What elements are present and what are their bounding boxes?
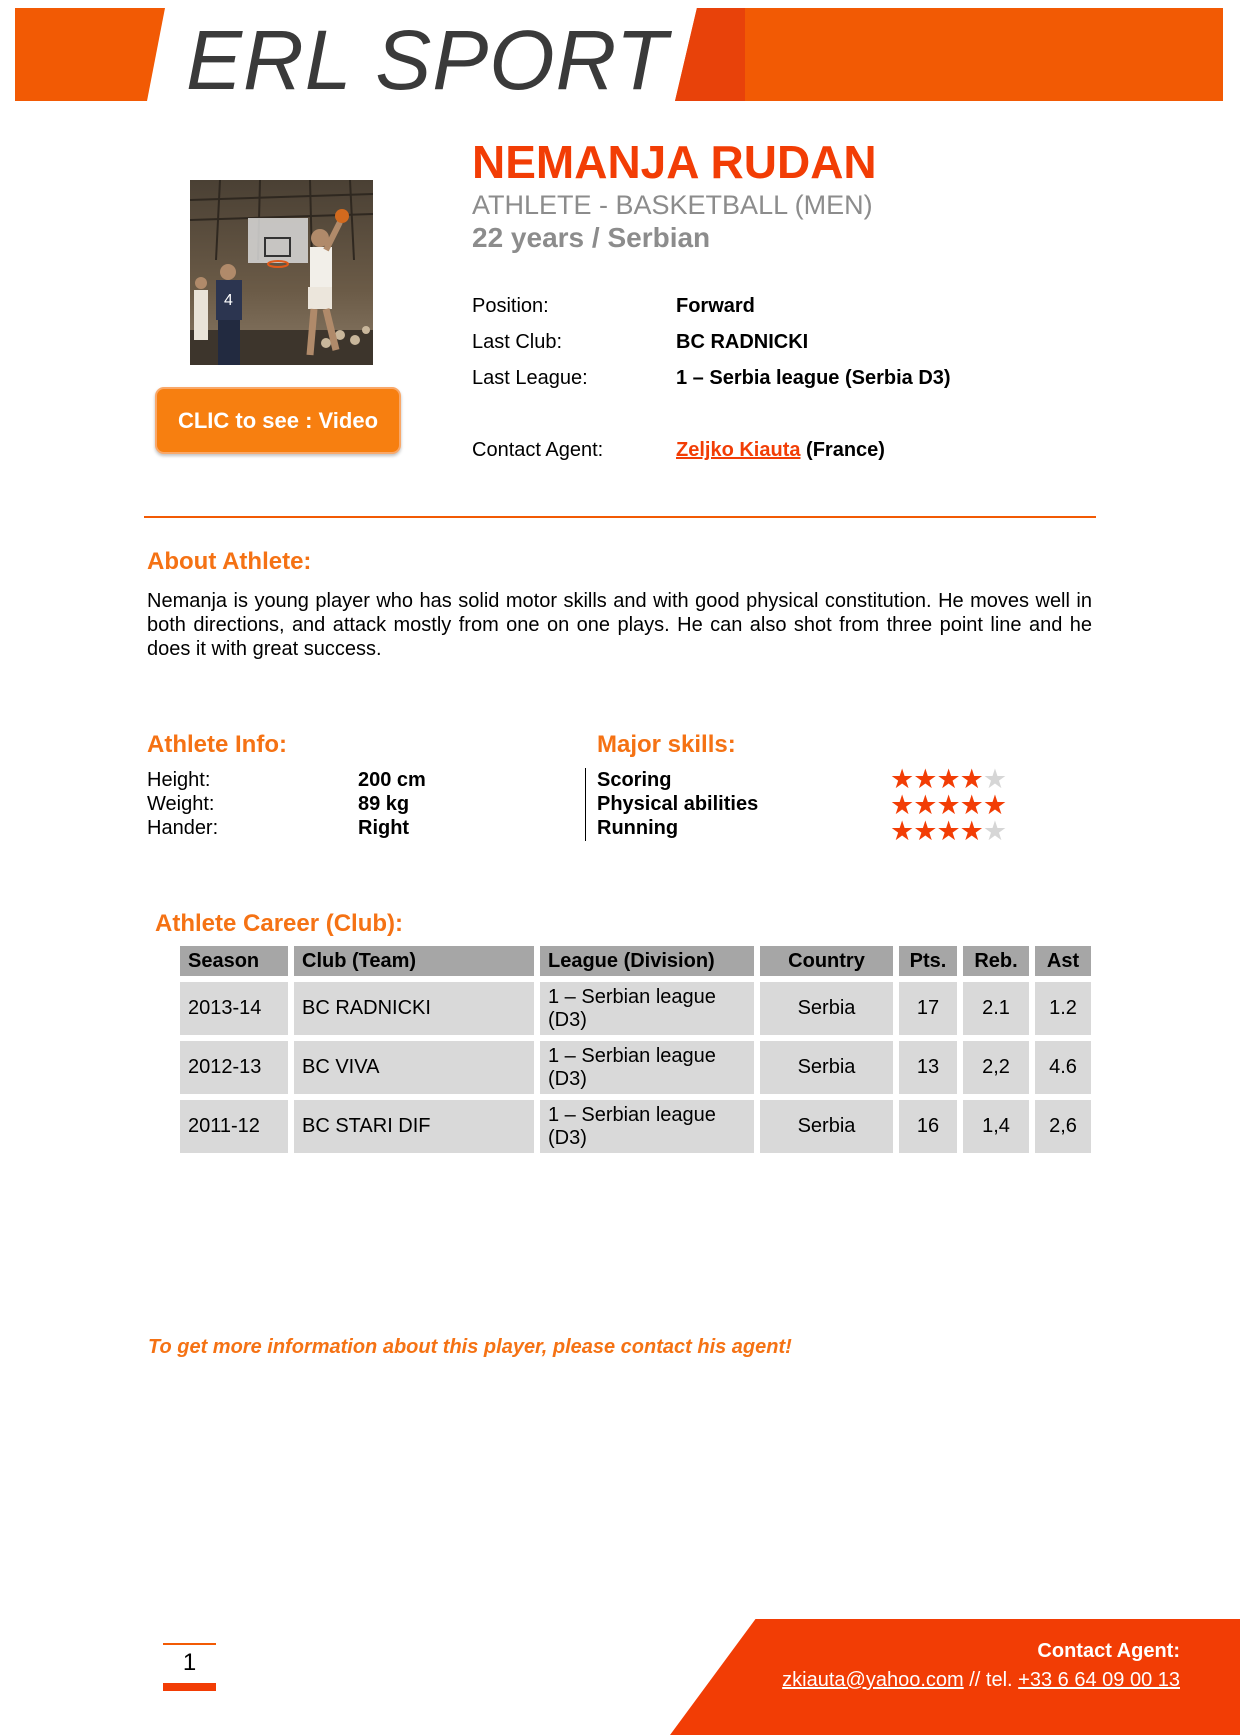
career-table (174, 940, 1097, 1159)
last-league-label: Last League: (472, 367, 588, 389)
table-row (180, 1100, 1091, 1153)
skill-rating-stars (890, 766, 1030, 792)
star-icon: ★ (913, 764, 937, 794)
info-row-height (147, 768, 547, 792)
table-cell: 4.6 (1035, 1041, 1091, 1094)
info-row-hander (147, 816, 547, 840)
last-club-value: BC RADNICKI (676, 331, 809, 353)
star-icon: ★ (936, 764, 960, 794)
table-row (180, 1041, 1091, 1094)
star-icon: ★ (913, 790, 937, 820)
skill-name: Running (597, 817, 679, 839)
skill-name: Physical abilities (597, 793, 759, 815)
athlete-age-nationality: 22 years / Serbian (472, 222, 711, 253)
skill-rating-stars (890, 818, 1030, 844)
info-value: Right (358, 817, 410, 839)
skill-rating-stars (890, 792, 1030, 818)
star-icon: ★ (959, 816, 983, 846)
athlete-sport: ATHLETE - BASKETBALL (MEN) (472, 190, 873, 220)
table-cell: 17 (899, 982, 957, 1035)
column-header: Pts. (899, 946, 957, 976)
skills-list (597, 768, 897, 840)
contact-agent-label: Contact Agent: (472, 439, 604, 461)
star-icon: ★ (936, 790, 960, 820)
skill-ratings (890, 766, 1030, 844)
table-cell: 2.1 (963, 982, 1029, 1035)
table-cell: Serbia (760, 1041, 893, 1094)
table-cell: BC STARI DIF (294, 1100, 534, 1153)
star-icon: ★ (959, 790, 983, 820)
position-label: Position: (472, 295, 549, 317)
agent-country: (France) (806, 439, 885, 461)
star-icon: ★ (959, 764, 983, 794)
athlete-photo (190, 180, 373, 365)
phone-separator: // tel. (969, 1669, 1013, 1691)
major-skills-title: Major skills: (597, 731, 736, 758)
header-banner-left (15, 8, 165, 101)
info-label: Weight: (147, 793, 215, 815)
column-header: Reb. (963, 946, 1029, 976)
table-cell: 1.2 (1035, 982, 1091, 1035)
column-header: Country (760, 946, 893, 976)
info-skills-divider (585, 768, 586, 841)
footer-contact-title: Contact Agent: (1037, 1640, 1180, 1662)
about-title: About Athlete: (147, 548, 312, 575)
table-cell: 2012-13 (180, 1041, 288, 1094)
star-icon: ★ (890, 764, 914, 794)
position-value: Forward (676, 295, 755, 317)
table-cell: BC VIVA (294, 1041, 534, 1094)
column-header: League (Division) (540, 946, 754, 976)
star-icon: ★ (890, 790, 914, 820)
info-row-weight (147, 792, 547, 816)
agent-phone-link[interactable]: +33 6 64 09 00 13 (1018, 1669, 1180, 1691)
star-icon: ★ (936, 816, 960, 846)
table-cell: 2,2 (963, 1041, 1029, 1094)
page-number: 1 (182, 1649, 197, 1676)
table-cell: Serbia (760, 982, 893, 1035)
column-header: Club (Team) (294, 946, 534, 976)
header-banner-right (675, 8, 1223, 101)
table-cell: 16 (899, 1100, 957, 1153)
column-header: Season (180, 946, 288, 976)
contact-agent-value (676, 439, 885, 462)
career-title: Athlete Career (Club): (155, 910, 404, 937)
column-header: Ast (1035, 946, 1091, 976)
svg-text:4: 4 (224, 292, 233, 309)
table-row (180, 982, 1091, 1035)
star-icon: ★ (982, 790, 1007, 820)
footer-contact-line (740, 1669, 1180, 1692)
star-icon: ★ (982, 816, 1007, 846)
table-cell: 1 – Serbian league (D3) (540, 1100, 754, 1153)
contact-call-to-action: To get more information about this player, please contact his agent! (148, 1336, 792, 1358)
video-button[interactable]: CLIC to see : Video (155, 387, 401, 454)
star-icon: ★ (913, 816, 937, 846)
info-value: 200 cm (358, 769, 426, 791)
table-cell: 1 – Serbian league (D3) (540, 1041, 754, 1094)
career-header-row (180, 946, 1091, 976)
table-cell: 1 – Serbian league (D3) (540, 982, 754, 1035)
info-label: Hander: (147, 817, 219, 839)
table-cell: 1,4 (963, 1100, 1029, 1153)
table-cell: 2,6 (1035, 1100, 1091, 1153)
agent-name-link[interactable]: Zeljko Kiauta (676, 439, 801, 461)
table-cell: 13 (899, 1041, 957, 1094)
table-cell: 2013-14 (180, 982, 288, 1035)
about-text: Nemanja is young player who has solid motor skills and with good physical constitution. He moves well in both directions, and attack mostly from one on one plays. He can also shot from three point line and he does it with great success. (147, 590, 1092, 660)
star-icon: ★ (890, 816, 914, 846)
last-league-value: 1 – Serbia league (Serbia D3) (676, 367, 951, 389)
agent-email-link[interactable]: zkiauta@yahoo.com (782, 1669, 964, 1691)
athlete-info-list (147, 768, 547, 840)
info-value: 89 kg (358, 793, 410, 815)
page-number-rule-bottom (163, 1683, 216, 1691)
last-club-label: Last Club: (472, 331, 563, 353)
skill-name: Scoring (597, 769, 672, 791)
info-label: Height: (147, 769, 211, 791)
brand-logo-text: ERL SPORT (186, 13, 669, 107)
athlete-name: NEMANJA RUDAN (472, 136, 877, 188)
table-cell: BC RADNICKI (294, 982, 534, 1035)
star-icon: ★ (982, 764, 1007, 794)
section-divider (144, 516, 1096, 518)
table-cell: 2011-12 (180, 1100, 288, 1153)
athlete-info-title: Athlete Info: (147, 731, 287, 758)
table-cell: Serbia (760, 1100, 893, 1153)
page-number-rule-top (163, 1643, 216, 1645)
